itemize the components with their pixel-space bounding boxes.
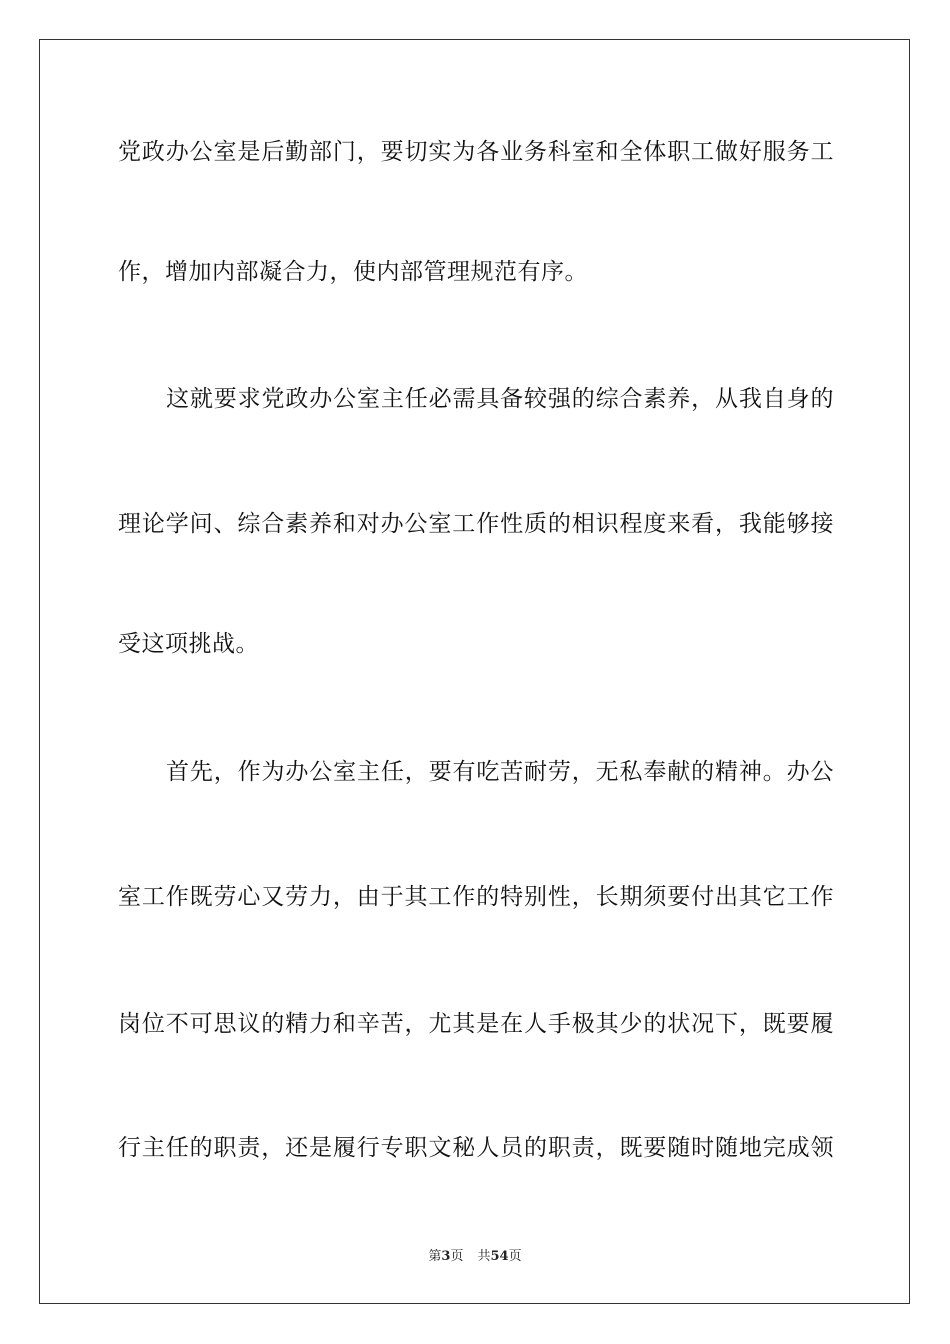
text-line: 首先，作为办公室主任，要有吃苦耐劳，无私奉献的精神。办公 [166, 759, 834, 785]
page-suffix: 页 [450, 1249, 464, 1264]
text-line: 理论学问、综合素养和对办公室工作性质的相识程度来看，我能够接 [118, 511, 834, 537]
text-line: 作，增加内部凝合力，使内部管理规范有序。 [118, 259, 588, 285]
text-line: 室工作既劳心又劳力，由于其工作的特别性，长期须要付出其它工作 [118, 884, 834, 910]
total-prefix: 共 [477, 1249, 491, 1264]
page-number: 3 [441, 1249, 451, 1264]
total-suffix: 页 [508, 1249, 522, 1264]
total-pages: 54 [490, 1249, 509, 1264]
page-footer [0, 1248, 950, 1266]
text-line: 党政办公室是后勤部门，要切实为各业务科室和全体职工做好服务工 [118, 139, 834, 165]
text-line: 岗位不可思议的精力和辛苦，尤其是在人手极其少的状况下，既要履 [118, 1011, 834, 1037]
text-line: 这就要求党政办公室主任必需具备较强的综合素养，从我自身的 [166, 386, 834, 412]
page-frame [39, 39, 910, 1304]
text-line: 行主任的职责，还是履行专职文秘人员的职责，既要随时随地完成领 [118, 1135, 834, 1161]
text-line: 受这项挑战。 [118, 631, 259, 657]
page-prefix: 第 [428, 1249, 442, 1264]
